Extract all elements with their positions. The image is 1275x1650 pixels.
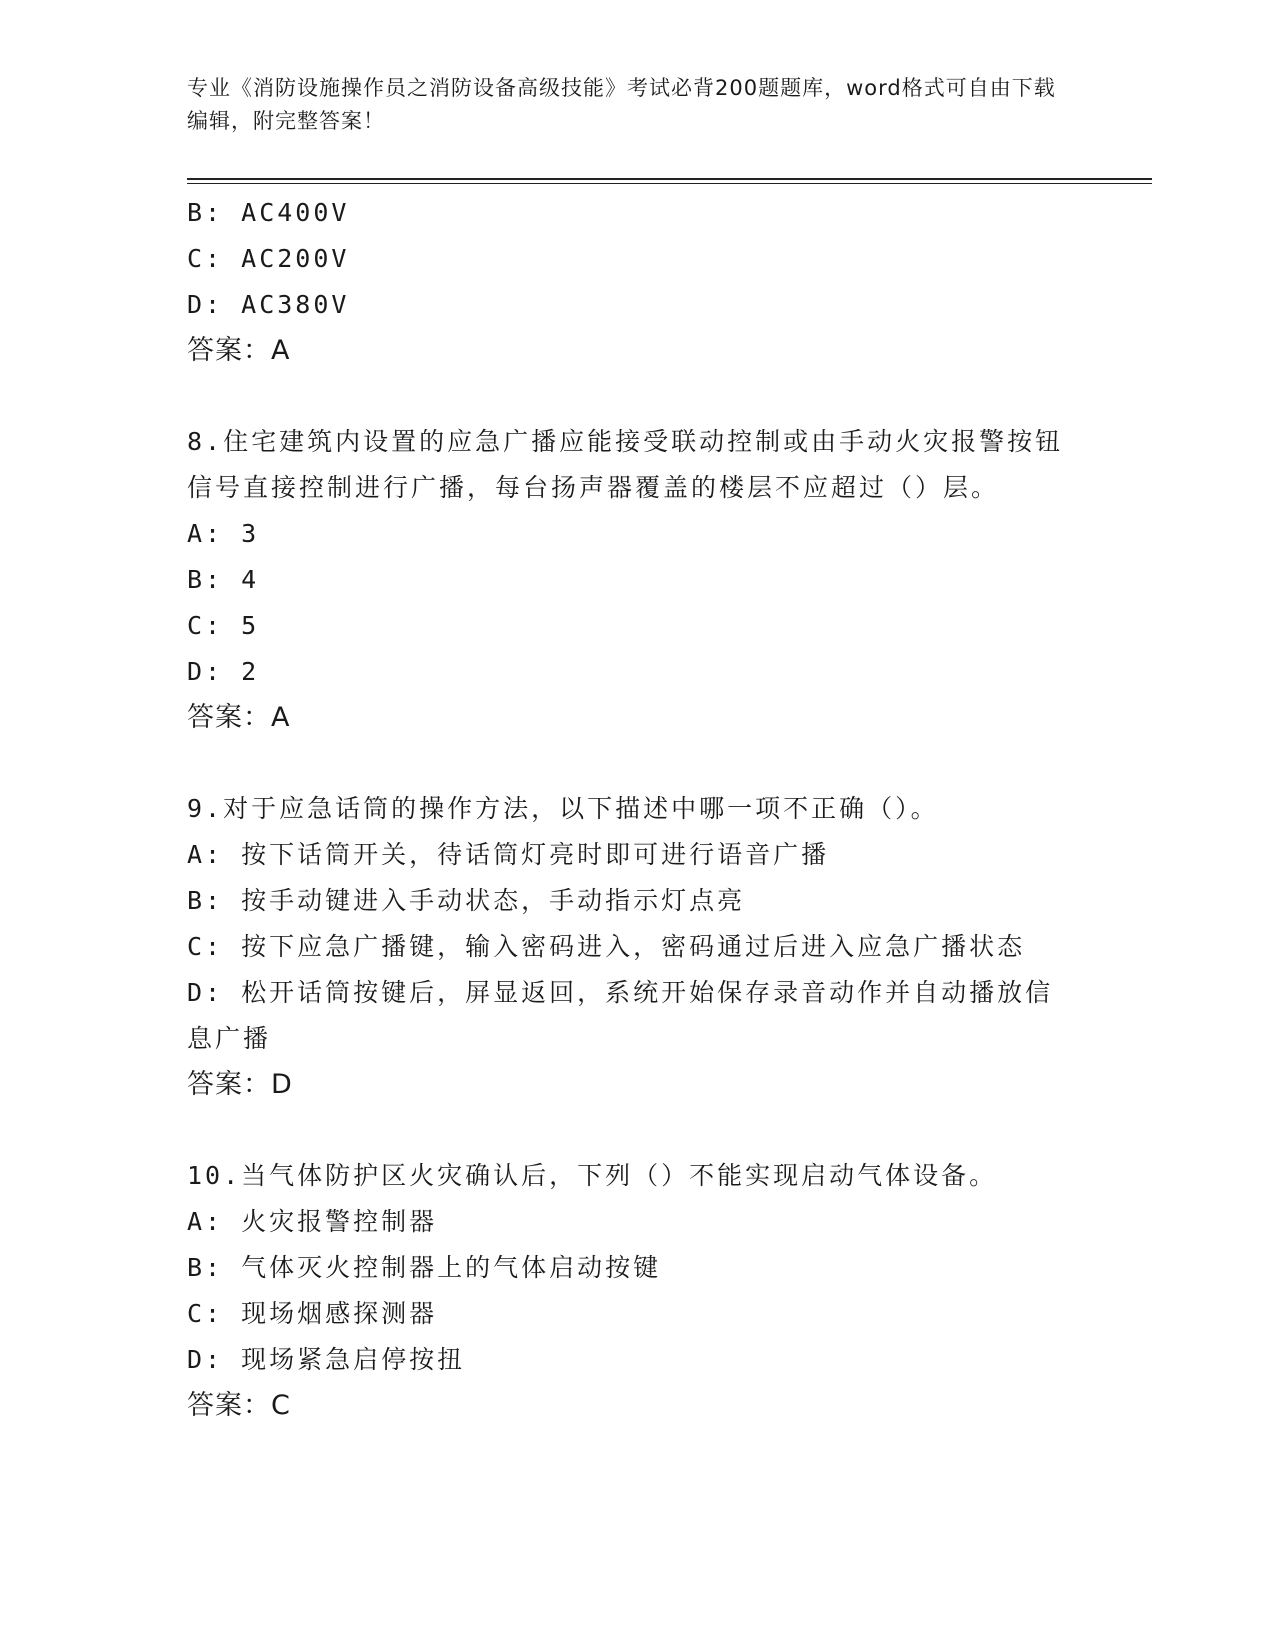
option-c: C: AC200V <box>187 244 350 273</box>
answer-line: 答案：D <box>187 1069 293 1100</box>
option-b: B: 4 <box>187 565 260 594</box>
answer-line: 答案：A <box>187 702 291 733</box>
question-stem: 10.当气体防护区火灾确认后，下列（）不能实现启动气体设备。 <box>187 1161 998 1190</box>
question-8 <box>187 419 1077 741</box>
option-b: B: 气体灭火控制器上的气体启动按键 <box>187 1253 662 1282</box>
document-header: 专业《消防设施操作员之消防设备高级技能》考试必背200题题库，word格式可自由下载编辑，附完整答案！ <box>187 76 1056 133</box>
header-divider <box>187 178 1152 180</box>
question-stem: 8.住宅建筑内设置的应急广播应能接受联动控制或由手动火灾报警按钮信号直接控制进行广播，每台扬声器覆盖的楼层不应超过（）层。 <box>187 427 1064 502</box>
option-a: A: 3 <box>187 519 260 548</box>
answer-line: 答案：C <box>187 1390 291 1421</box>
question-list <box>187 190 1077 1429</box>
option-b: B: AC400V <box>187 198 350 227</box>
question-7-tail <box>187 190 1077 374</box>
header-divider-thin <box>187 183 1152 184</box>
question-10 <box>187 1153 1077 1429</box>
option-c: C: 按下应急广播键，输入密码进入，密码通过后进入应急广播状态 <box>187 932 1026 961</box>
option-d: D: 松开话筒按键后，屏显返回，系统开始保存录音动作并自动播放信息广播 <box>187 978 1054 1053</box>
option-a: A: 按下话筒开关，待话筒灯亮时即可进行语音广播 <box>187 840 830 869</box>
option-a: A: 火灾报警控制器 <box>187 1207 438 1236</box>
option-b: B: 按手动键进入手动状态，手动指示灯点亮 <box>187 886 746 915</box>
question-stem: 9.对于应急话筒的操作方法，以下描述中哪一项不正确（）。 <box>187 794 939 823</box>
option-d: D: 2 <box>187 657 260 686</box>
option-c: C: 5 <box>187 611 260 640</box>
option-d: D: AC380V <box>187 290 350 319</box>
option-d: D: 现场紧急启停按扭 <box>187 1345 466 1374</box>
question-9 <box>187 786 1077 1108</box>
answer-line: 答案：A <box>187 335 291 366</box>
option-c: C: 现场烟感探测器 <box>187 1299 438 1328</box>
